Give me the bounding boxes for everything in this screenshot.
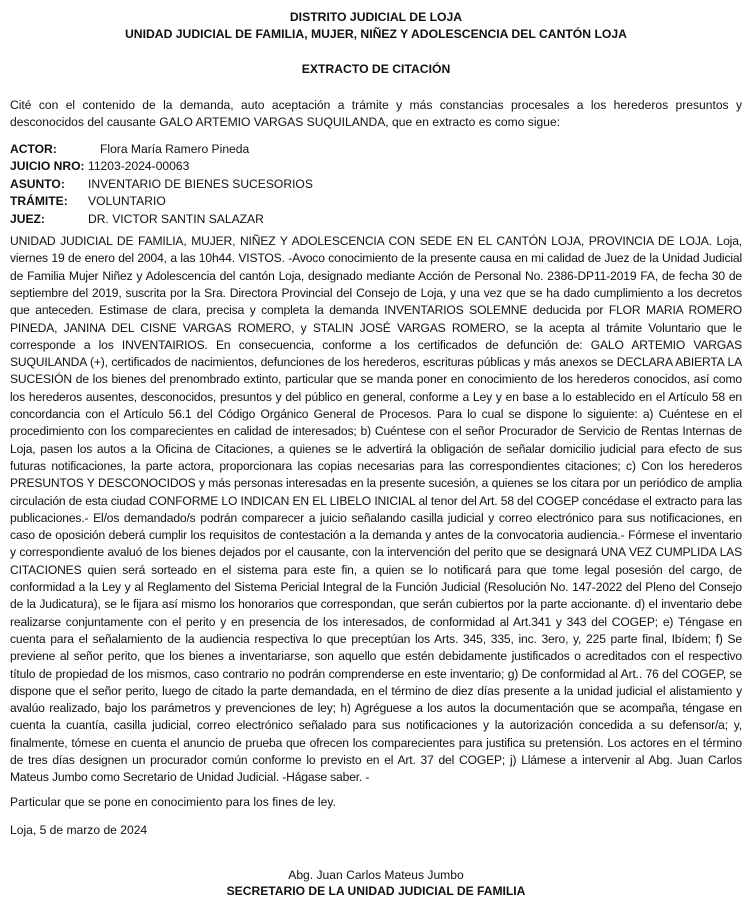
field-label: JUICIO NRO: [10,159,85,174]
case-details [10,141,313,229]
document-date: Loja, 5 de marzo de 2024 [10,822,148,837]
closing-paragraph: Particular que se pone en conocimiento para los fines de ley. [10,794,336,809]
document-header [10,9,742,78]
body-paragraph: UNIDAD JUDICIAL DE FAMILIA, MUJER, NIÑEZ Y ADOLESCENCIA CON SEDE EN EL CANTÓN LOJA, PROVINCIA DE LOJA. Loja, viernes 19 de enero del 2004, a las 10h44. VISTOS. -Avoco conocimiento de la presente causa en mi calidad de Juez de la Unidad Judicial de Familia Mujer Niñez y Adolescencia del cantón Loja, designado mediante Acción de Personal No. 2386-DP11-2019 FA, de fecha 30 de septiembre del 2019, suscrita por la Sra. Directora Provincial del Consejo de Loja, y una vez que se ha dado cumplimiento a los decretos que anteceden. Estimase de clara, precisa y completa la demanda INVENTARIOS SOLEMNE deducida por FLOR MARIA ROMERO PINEDA, JANINA DEL CISNE VARGAS ROMERO, y STALIN JOSÉ VARGAS ROMERO, se la acepta al trámite Voluntario que le corresponde a los INVENTAIRIOS. En consecuencia, conforme a los certificados de defunción de: GALO ARTEMIO VARGAS SUQUILANDA (+), certificados de nacimientos, defunciones de los herederos, escrituras públicas y más anexos se DECLARA ABIERTA LA SUCESIÓN de los bienes del prenombrado extinto, particular que se manda poner en conocimiento de los herederos conocidos, así como los herederos ausentes, desconocidos, presuntos y del público en general, conforme a Ley y en base a lo establecido en el Artículo 58 en concordancia con el Artículo 56.1 del Código Orgánico General de Procesos. Para lo cual se dispone lo siguiente: a) Cuéntese en el procedimiento con los comparecientes en calidad de interesados; b) Cuéntese con el señor Procurador de Servicio de Rentas Internas de Loja, pasen los autos a la Oficina de Citaciones, a quienes se le advertirá la obligación de señalar domicilio judicial para efecto de sus futuras notificaciones, la parte actora, proporcionara las copias necesarias para las correspondientes citaciones; c) Con los herederos PRESUNTOS Y DESCONOCIDOS y más personas interesadas en la presente sucesión, a quienes se los citara por un periódico de amplia circulación de esta ciudad CONFORME LO INDICAN EN EL LIBELO INICIAL al tenor del Art. 58 del COGEP concédase el extracto para las publicaciones.- El/os demandado/s podrán comparecer a juicio señalando casilla judicial y correo electrónico para sus notificaciones, en caso de oposición deberá cumplir los requisitos de contestación a la demanda y antes de la convocatoria audiencia.- Fórmese el inventario y correspondiente avaluó de los bienes dejados por el causante, con la intervención del perito que se designará UNA VEZ CUMPLIDA LAS CITACIONES quien será sorteado en el sistema para este fin, a quien se lo notificará para que tome legal posesión del cargo, de conformidad a la Ley y al Reglamento del Sistema Pericial Integral de la Función Judicial (Resolución No. 147-2022 del Pleno del Consejo de la Judicatura), se le fijara así mismo los honorarios que correspondan, que serán cubiertos por la parte accionante. d) el inventario debe realizarse conjuntamente con el perito y en presencia de los interesados, de conformidad al Art.341 y 343 del COGEP; e) Téngase en cuenta para el señalamiento de la audiencia respectiva lo que preceptúan los Arts. 345, 335, inc. 3ero, y, 225 parte final, Ibídem; f) Se previene al señor perito, que los bienes a inventariarse, son aquello que estén debidamente justificados o acreditados con el respectivo título de propiedad de los mismos, caso contrario no podrán comprenderse en este inventario; g) De conformidad al Art.. 76 del COGEP, se dispone que el señor perito, luego de citado la parte demandada, en el término de diez días presente a la unidad judicial el alistamiento y avalúo realizado, bajo los parámetros y prevenciones de ley; h) Agréguese a los autos la documentación que se acompaña, téngase en cuenta la cuantía, casilla judicial, correo electrónico señalado para sus notificaciones y la autorización concedida a su defensor/a; y, finalmente, tómese en cuenta el anuncio de prueba que ofrecen los comparecientes para justifica su pretensión. Los actores en el término de tres días designen un procurador común conforme lo previsto en el Art. 37 del COGEP; j) Llámese a intervenir al Abg. Juan Carlos Mateus Jumbo como Secretario de Unidad Judicial. -Hágase saber. - [10,234,742,785]
field-label: TRÁMITE: [10,194,68,209]
field-value: DR. VICTOR SANTIN SALAZAR [88,211,264,226]
unit-heading: UNIDAD JUDICIAL DE FAMILIA, MUJER, NIÑEZ Y ADOLESCENCIA DEL CANTÓN LOJA [125,27,627,41]
field-row-subject [10,176,313,194]
field-value: Flora María Ramero Pineda [100,141,250,156]
signer-name: Abg. Juan Carlos Mateus Jumbo [288,868,464,883]
document-title: EXTRACTO DE CITACIÓN [301,62,451,76]
field-value: 11203-2024-00063 [88,159,190,174]
field-label: ACTOR: [10,141,57,156]
intro-paragraph: Cité con el contenido de la demanda, auto aceptación a trámite y más constancias procesales a los herederos presuntos y desconocidos del causante GALO ARTEMIO VARGAS SUQUILANDA, que en extracto es como sigue: [10,98,742,130]
district-heading: DISTRITO JUDICIAL DE LOJA [289,10,463,24]
field-label: JUEZ: [10,211,45,226]
signer-title: SECRETARIO DE LA UNIDAD JUDICIAL DE FAMILIA [226,884,526,899]
field-row-case-number [10,158,313,176]
field-row-procedure [10,193,313,211]
field-row-judge [10,211,313,229]
field-value: VOLUNTARIO [88,194,166,209]
field-row-actor [10,141,313,159]
field-label: ASUNTO: [10,176,65,191]
signature-block [10,867,742,899]
field-value: INVENTARIO DE BIENES SUCESORIOS [88,176,313,191]
